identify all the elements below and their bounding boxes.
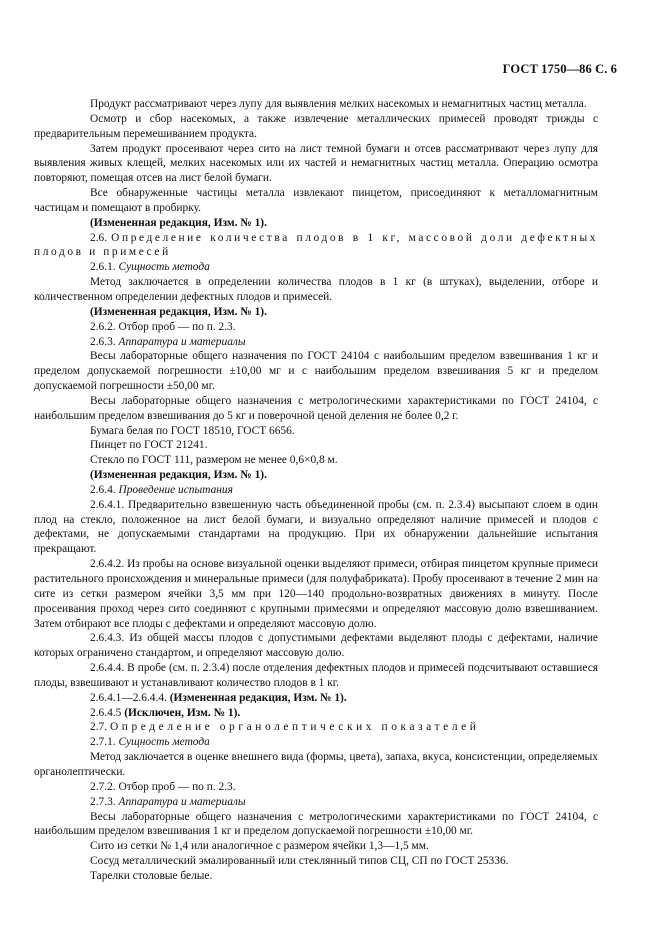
paragraph: 2.7.2. Отбор проб — по п. 2.3.	[90, 780, 236, 793]
subsection-title: Сущность метода	[118, 261, 210, 274]
amendment-line	[34, 706, 598, 721]
subsection-number: 2.6.4.	[90, 483, 116, 496]
paragraph: Сосуд металлический эмалированный или стеклянный типов СЦ, СП по ГОСТ 25336.	[90, 855, 509, 868]
section-heading-2-7	[34, 720, 598, 735]
subsection-number: 2.7.1.	[90, 736, 116, 749]
paragraph: Метод заключается в определении количества плодов в 1 кг (в штуках), выделении, отборе и количественном определении дефектных плодов и примесей.	[34, 276, 598, 303]
paragraph: Осмотр и сбор насекомых, а также извлечение металлических примесей проводят трижды с предварительным перемешиванием продукта.	[34, 112, 598, 140]
amendment-note: (Исключен, Изм. № 1).	[124, 706, 241, 719]
section-heading-2-6	[34, 231, 598, 261]
subsection-title: Аппаратура и материалы	[118, 335, 246, 348]
paragraph: Тарелки столовые белые.	[90, 869, 213, 882]
paragraph: Весы лабораторные общего назначения с метрологическими характеристиками по ГОСТ 24104, с наибольшим пределом взвешивания до 5 кг и поверочной ценой деления не более 0,2 г.	[34, 394, 598, 422]
paragraph: Все обнаруженные частицы металла извлекают пинцетом, присоединяют к металломагнитным частицам и помещают в пробирку.	[34, 187, 598, 214]
clause-number: 2.6.4.5	[90, 706, 122, 719]
amendment-line	[34, 691, 598, 706]
paragraph: Пинцет по ГОСТ 21241.	[90, 439, 208, 452]
amendment-note: (Измененная редакция, Изм. № 1).	[90, 216, 267, 229]
page-header: ГОСТ 1750—86 С. 6	[502, 62, 617, 76]
clause-range: 2.6.4.1—2.6.4.4.	[90, 691, 167, 704]
paragraph: 2.6.2. Отбор проб — по п. 2.3.	[90, 320, 236, 333]
paragraph: Бумага белая по ГОСТ 18510, ГОСТ 6656.	[90, 424, 295, 437]
section-title: Определение количества плодов в 1 кг, массовой доли дефектных плодов и примесей	[34, 231, 598, 259]
subsection-title: Сущность метода	[118, 736, 210, 749]
subsection-title: Проведение испытания	[118, 483, 233, 496]
section-number: 2.6.	[90, 231, 108, 244]
paragraph: 2.6.4.2. Из пробы на основе визуальной оценки выделяют примеси, отбирая пинцетом крупные примеси растительного происхождения и минеральные примеси (для полуфабриката). Пробу просеивают в течение 2 мин на сите из сетки размером ячейки 3,5 мм при 120—140 продольно-возвратных движениях в минуту. После просеивания проход через сито соединяют с крупными примесями и определяют массовую долю взвешиванием. Затем отбирают все плоды с дефектами и определяют массовую долю.	[34, 558, 598, 630]
subsection-number: 2.6.3.	[90, 335, 116, 348]
document-body	[34, 97, 598, 884]
subsection-number: 2.6.1.	[90, 261, 116, 274]
paragraph: 2.6.4.4. В пробе (см. п. 2.3.4) после отделения дефектных плодов и примесей подсчитывают оставшиеся плоды, взвешивают и устанавливают количество плодов в 1 кг.	[34, 662, 598, 689]
paragraph: 2.6.4.1. Предварительно взвешенную часть объединенной пробы (см. п. 2.3.4) высыпают слоем в один плод на стекло, положенное на лист белой бумаги, и визуально определяют наличие примесей и плодов с дефектами, не допускаемыми стандартами на продукцию. При их обнаружении дальнейшие испытания прекращают.	[34, 498, 598, 556]
paragraph: Сито из сетки № 1,4 или аналогичное с размером ячейки 1,3—1,5 мм.	[90, 840, 429, 853]
subsection-heading	[34, 335, 598, 350]
paragraph: Метод заключается в оценке внешнего вида (формы, цвета), запаха, вкуса, консистенции, определяемых органолептически.	[34, 751, 598, 778]
paragraph: Стекло по ГОСТ 111, размером не менее 0,6×0,8 м.	[90, 454, 338, 467]
paragraph: Весы лабораторные общего назначения с метрологическими характеристиками по ГОСТ 24104, с наибольшим пределом взвешивания 1 кг и пределом допускаемой погрешности ±10,00 мг.	[34, 810, 598, 838]
paragraph: Затем продукт просеивают через сито на лист темной бумаги и отсев рассматривают через лупу для выявления живых клещей, мелких насекомых или их частей и немагнитных частиц металла. Операцию осмотра повторяют, помещая отсев на лист белой бумаги.	[34, 142, 598, 185]
amendment-note: (Измененная редакция, Изм. № 1).	[90, 305, 267, 318]
subsection-heading	[34, 795, 598, 810]
subsection-heading	[34, 483, 598, 498]
subsection-heading	[34, 735, 598, 750]
amendment-note: (Измененная редакция, Изм. № 1).	[90, 469, 267, 482]
subsection-title: Аппаратура и материалы	[118, 795, 246, 808]
paragraph: Продукт рассматривают через лупу для выявления мелких насекомых и немагнитных частиц металла.	[90, 98, 587, 110]
section-title: Определение органолептических показателей	[109, 721, 480, 734]
section-number: 2.7.	[90, 721, 108, 734]
paragraph: Весы лабораторные общего назначения по ГОСТ 24104 с наибольшим пределом взвешивания 1 кг и пределом допускаемой погрешности ±10,00 мг и с наибольшим пределом взвешивания 5 кг и пределом допускаемой погрешности ±50,00 мг.	[34, 350, 598, 393]
amendment-note: (Измененная редакция, Изм. № 1).	[169, 691, 347, 704]
subsection-number: 2.7.3.	[90, 795, 116, 808]
subsection-heading	[34, 260, 598, 275]
paragraph: 2.6.4.3. Из общей массы плодов с допустимыми дефектами выделяют плоды с дефектами, наличие которых ограничено стандартом, и определяют массовую долю.	[34, 632, 598, 660]
